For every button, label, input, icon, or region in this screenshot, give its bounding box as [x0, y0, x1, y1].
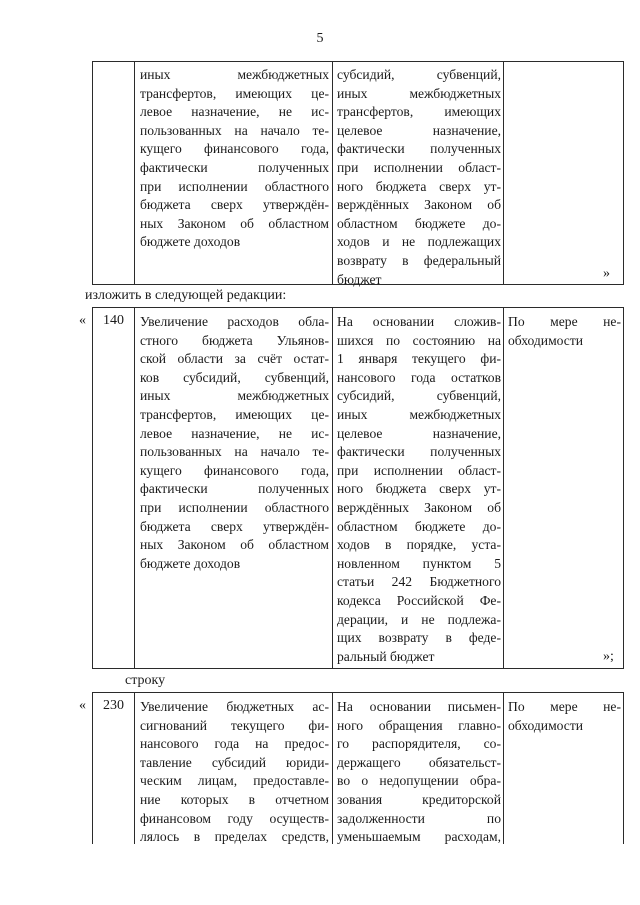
cell-line: лялось в пределах средств, — [140, 829, 329, 845]
cell-line: фактически полученных — [337, 444, 501, 460]
cell-line: ральный бюджет — [337, 648, 435, 664]
cell-line: целевое назначение, — [337, 122, 501, 138]
cell-line: ской области за счёт остат- — [140, 351, 329, 367]
cell-line: левое назначение, не ис- — [140, 104, 329, 120]
cell-line: иных межбюджетных — [140, 67, 329, 82]
cell-line: целевое назначение, — [337, 425, 501, 441]
cell-line: На основании сложив- — [337, 314, 501, 329]
cell-line: ние которых в отчетном — [140, 791, 329, 807]
cell-line: во о недопущении обра- — [337, 773, 501, 789]
cell-line: ческим лицам, предоставле- — [140, 773, 329, 789]
cell-line: субсидий, субвенций, — [337, 388, 501, 404]
block3-description-cell — [140, 698, 329, 847]
block2-description-cell — [140, 313, 329, 573]
cell-line: при исполнении областного — [140, 178, 329, 194]
cell-line: ного бюджета сверх ут- — [337, 481, 501, 497]
cell-line: пользованных на начало те- — [140, 444, 329, 460]
cell-line: ного обращения главно- — [337, 717, 501, 733]
cell-line: бюджета сверх утверждён- — [140, 197, 329, 213]
cell-line: при исполнении област- — [337, 159, 501, 175]
cell-line: держащего обязательст- — [337, 754, 501, 770]
cell-line: иных межбюджетных — [337, 406, 501, 422]
cell-line: ного бюджета сверх ут- — [337, 178, 501, 194]
cell-line: ходов и не подлежащих — [337, 234, 501, 250]
transition-text-1: изложить в следующей редакции: — [85, 288, 287, 303]
cell-line: финансовом году осуществ- — [140, 810, 329, 826]
cell-line: ных Законом об областном — [140, 537, 329, 553]
cell-line: левое назначение, не ис- — [140, 425, 329, 441]
cell-line: фактически полученных — [337, 141, 501, 157]
cell-line: иных межбюджетных — [140, 388, 329, 404]
cell-line: ходов в порядке, уста- — [337, 537, 501, 553]
cell-line: бюджете доходов — [140, 555, 241, 571]
cell-line: бюджета сверх утверждён- — [140, 518, 329, 534]
cell-line: уменьшаемым расходам, — [337, 829, 501, 845]
cell-line: обходимости — [508, 332, 584, 348]
cell-line: фактически полученных — [140, 159, 329, 175]
cell-line: возврату в федеральный — [337, 252, 501, 268]
block1-description-cell — [140, 66, 329, 252]
block2-row-number: 140 — [103, 313, 124, 328]
cell-line: кущего финансового года, — [140, 462, 329, 478]
cell-line: го распорядителя, со- — [337, 736, 501, 752]
block2-close-quote: »; — [603, 649, 614, 664]
cell-line: верждённых Законом об — [337, 197, 501, 213]
cell-line: при исполнении област- — [337, 462, 501, 478]
cell-line: статьи 242 Бюджетного — [337, 574, 501, 590]
cell-line: кущего финансового года, — [140, 141, 329, 157]
block2-basis-cell — [337, 313, 501, 666]
cell-line: областном бюджете до- — [337, 518, 501, 534]
block3-basis-cell — [337, 698, 501, 847]
cell-line: трансфертов, имеющих це- — [140, 406, 329, 422]
cell-line: обходимости — [508, 717, 584, 733]
cell-line: По мере не- — [508, 699, 621, 714]
cell-line: зования кредиторской — [337, 791, 501, 807]
cell-line: ков субсидий, субвенций, — [140, 369, 329, 385]
cell-line: стного бюджета Ульянов- — [140, 332, 329, 348]
cell-line: По мере не- — [508, 314, 621, 329]
block3-deadline-cell — [508, 698, 621, 735]
cell-line: субсидий, субвенций, — [337, 67, 501, 82]
cell-line: фактически полученных — [140, 481, 329, 497]
cell-line: при исполнении областного — [140, 499, 329, 515]
block1-close-quote: » — [603, 266, 610, 281]
cell-line: ных Законом об областном — [140, 215, 329, 231]
block3-open-quote: « — [79, 698, 86, 713]
cell-line: шихся по состоянию на — [337, 332, 501, 348]
cell-line: Увеличение бюджетных ас- — [140, 699, 329, 714]
cell-line: трансфертов, имеющих це- — [140, 85, 329, 101]
cell-line: кодекса Российской Фе- — [337, 592, 501, 608]
cell-line: нансового года остатков — [337, 369, 501, 385]
cell-line: верждённых Законом об — [337, 499, 501, 515]
cell-line: пользованных на начало те- — [140, 122, 329, 138]
block3-row-number: 230 — [103, 698, 124, 713]
transition-text-2: строку — [125, 673, 166, 688]
cell-line: сигнований текущего фи- — [140, 717, 329, 733]
cell-line: бюджете доходов — [140, 234, 241, 250]
cell-line: 1 января текущего фи- — [337, 351, 501, 367]
block2-open-quote: « — [79, 313, 86, 328]
cell-line: нансового года на предос- — [140, 736, 329, 752]
cell-line: бюджет — [337, 271, 382, 287]
cell-line: Увеличение расходов обла- — [140, 314, 329, 329]
cell-line: трансфертов, имеющих — [337, 104, 501, 120]
cell-line: На основании письмен- — [337, 699, 501, 714]
block1-basis-cell — [337, 66, 501, 289]
cell-line: новленном пунктом 5 — [337, 555, 501, 571]
cell-line: дерации, и не подлежа- — [337, 611, 501, 627]
block2-deadline-cell — [508, 313, 621, 350]
cell-line: областном бюджете до- — [337, 215, 501, 231]
cell-line: задолженности по — [337, 810, 501, 826]
cell-line: щих возврату в феде- — [337, 630, 501, 646]
cell-line: тавление субсидий юриди- — [140, 754, 329, 770]
cell-line: иных межбюджетных — [337, 85, 501, 101]
page-number: 5 — [316, 31, 324, 46]
